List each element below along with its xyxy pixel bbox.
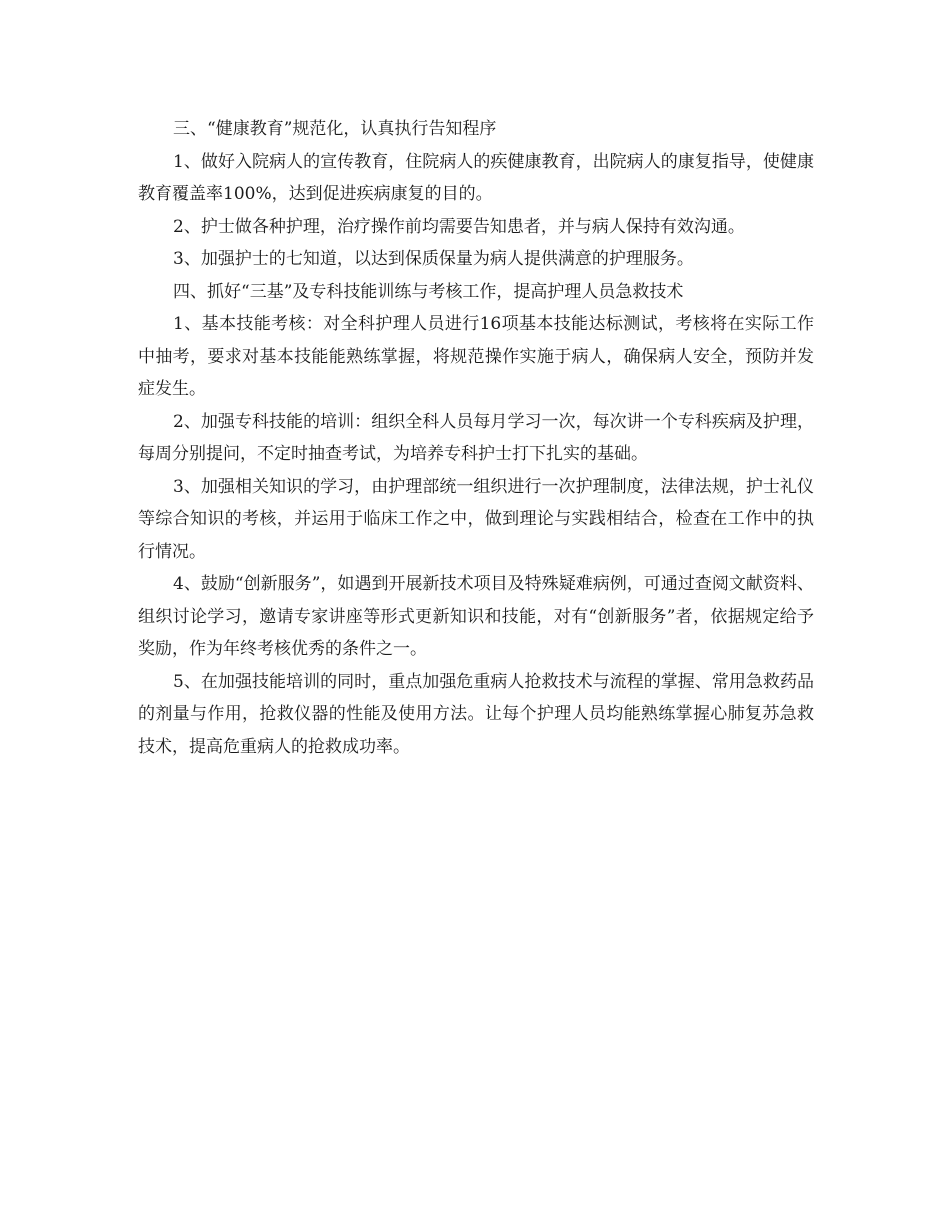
paragraph: 1、基本技能考核：对全科护理人员进行16项基本技能达标测试，考核将在实际工作中抽考，要求对基本技能能熟练掌握，将规范操作实施于病人，确保病人安全，预防并发症发生。 (138, 314, 814, 399)
section-heading-three-basics: 四、抓好“三基”及专科技能训练与考核工作，提高护理人员急救技术 (173, 281, 684, 302)
paragraph: 3、加强相关知识的学习，由护理部统一组织进行一次护理制度，法律法规，护士礼仪等综合知识的考核，并运用于临床工作之中，做到理论与实践相结合，检查在工作中的执行情况。 (138, 476, 814, 562)
paragraph: 2、加强专科技能的培训：组织全科人员每月学习一次，每次讲一个专科疾病及护理，每周分别提问，不定时抽查考试，为培养专科护士打下扎实的基础。 (138, 411, 814, 464)
paragraph: 5、在加强技能培训的同时，重点加强危重病人抢救技术与流程的掌握、常用急救药品的剂量与作用，抢救仪器的性能及使用方法。让每个护理人员均能熟练掌握心肺复苏急救技术，提高危重病人的抢救成功率。 (138, 671, 814, 757)
paragraph: 1、做好入院病人的宣传教育，住院病人的疾健康教育，出院病人的康复指导，使健康教育覆盖率100%，达到促进疾病康复的目的。 (138, 151, 814, 204)
section-heading-health-education: 三、“健康教育”规范化，认真执行告知程序 (173, 119, 497, 139)
paragraph: 3、加强护士的七知道，以达到保质保量为病人提供满意的护理服务。 (173, 249, 694, 269)
document-body (138, 113, 814, 763)
paragraph: 2、护士做各种护理，治疗操作前均需要告知患者，并与病人保持有效沟通。 (173, 216, 745, 237)
paragraph: 4、鼓励“创新服务”，如遇到开展新技术项目及特殊疑难病例，可通过查阅文献资料、组织讨论学习，邀请专家讲座等形式更新知识和技能，对有“创新服务”者，依据规定给予奖励，作为年终考核优秀的条件之一。 (138, 574, 814, 659)
